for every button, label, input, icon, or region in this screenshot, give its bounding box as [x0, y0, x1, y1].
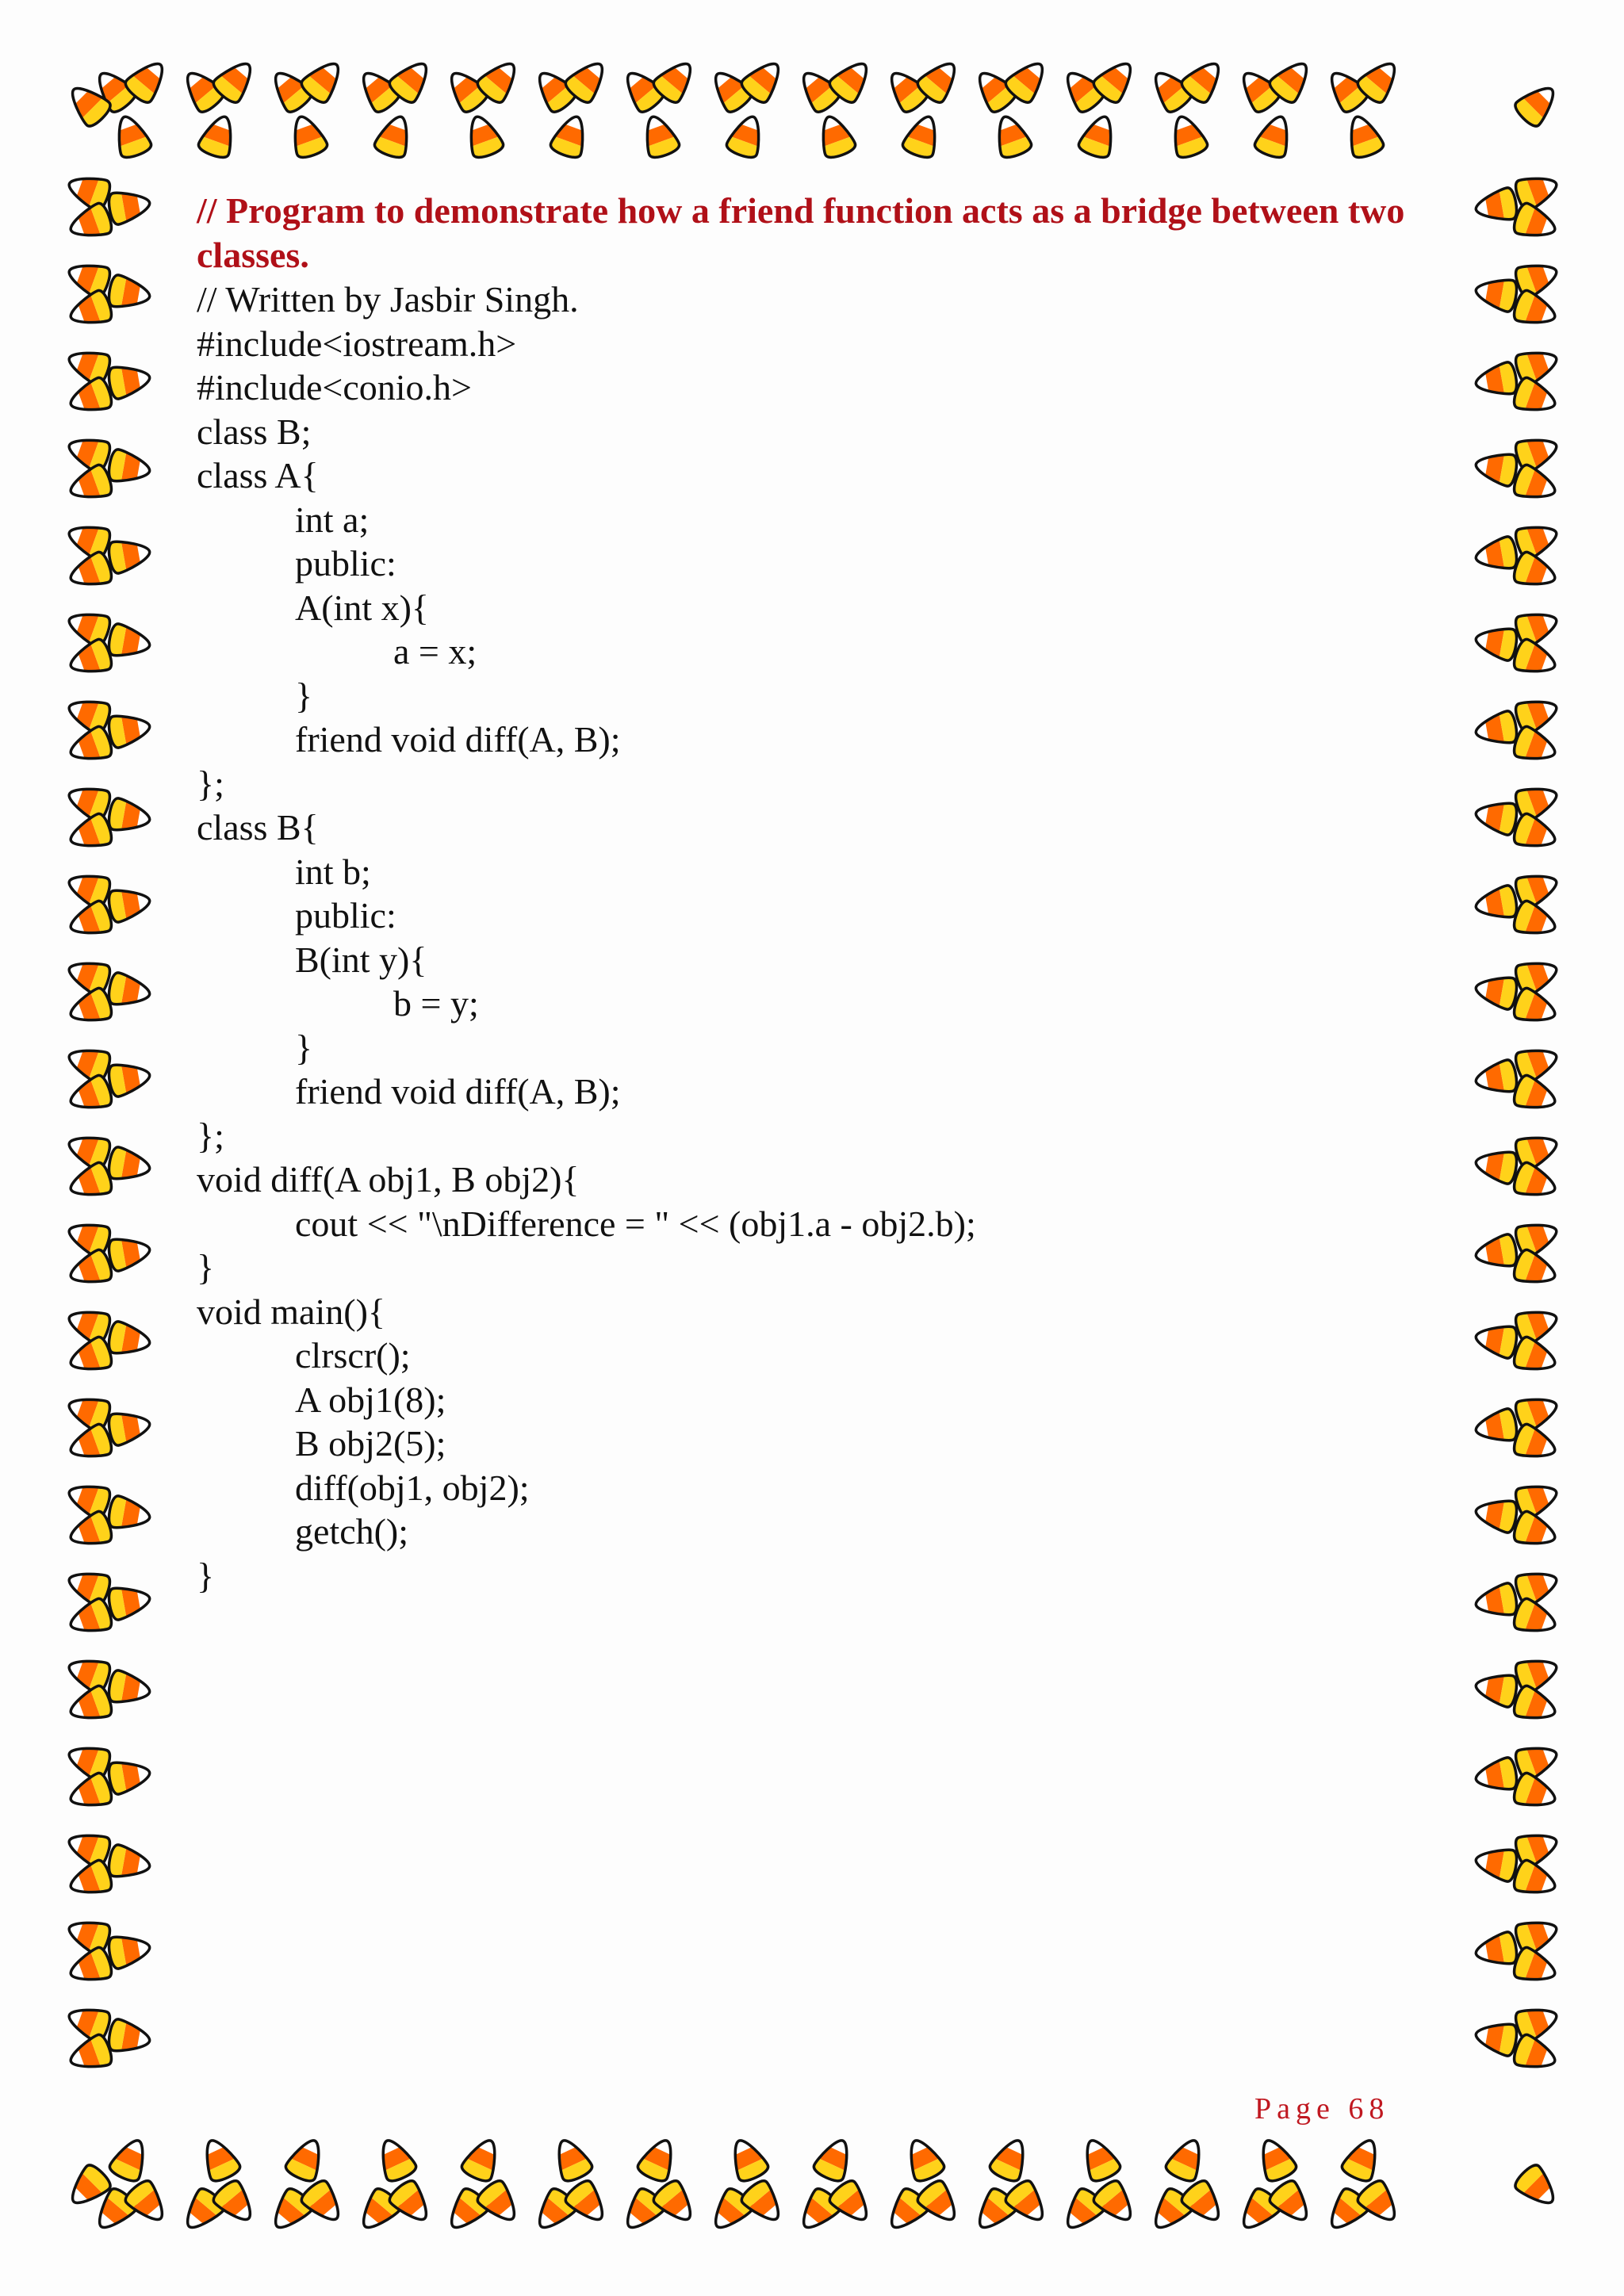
code-line: public:: [295, 543, 396, 584]
candy-corn-icon: [105, 621, 155, 663]
candy-corn-icon: [811, 109, 859, 163]
candy-corn-icon: [898, 2132, 948, 2186]
candy-corn-icon: [297, 2175, 351, 2231]
candy-corn-icon: [105, 709, 155, 751]
candy-corn-icon: [194, 2132, 244, 2186]
candy-corn-icon: [385, 2175, 439, 2231]
code-line: A obj1(8);: [295, 1379, 446, 1420]
candy-corn-icon: [1472, 796, 1521, 838]
candy-corn-icon: [1338, 2132, 1388, 2186]
candy-corn-icon: [1089, 2175, 1143, 2231]
code-line: }: [197, 1247, 215, 1288]
candy-corn-icon: [1472, 447, 1521, 489]
code-line: int a;: [295, 499, 370, 540]
candy-corn-icon: [1074, 109, 1122, 163]
candy-corn-icon: [105, 1755, 155, 1797]
candy-corn-icon: [1472, 622, 1521, 664]
candy-corn-icon: [1472, 1319, 1521, 1361]
candy-corn-icon: [105, 1232, 155, 1274]
candy-corn-icon: [1472, 1929, 1521, 1971]
code-line: B obj2(5);: [295, 1423, 446, 1464]
candy-corn-icon: [722, 2132, 772, 2186]
code-line: int b;: [295, 851, 371, 892]
candy-corn-icon: [105, 1581, 155, 1623]
candy-corn-icon: [1510, 76, 1565, 132]
candy-corn-icon: [1472, 1231, 1521, 1273]
candy-corn-icon: [561, 2175, 615, 2231]
code-line: b = y;: [393, 983, 479, 1024]
code-line: friend void diff(A, B);: [295, 1071, 621, 1112]
code-line: };: [197, 763, 224, 804]
candy-corn-icon: [1472, 1843, 1521, 1885]
candy-corn-icon: [986, 2132, 1036, 2186]
candy-corn-icon: [1177, 2175, 1231, 2231]
candy-corn-icon: [1251, 109, 1298, 163]
candy-corn-icon: [105, 2132, 155, 2186]
candy-corn-icon: [722, 109, 770, 163]
candy-corn-icon: [105, 534, 155, 576]
code-line: diff(obj1, obj2);: [295, 1467, 530, 1508]
candy-corn-icon: [1472, 708, 1521, 750]
candy-corn-icon: [194, 109, 242, 163]
candy-corn-icon: [1339, 109, 1387, 163]
candy-corn-icon: [459, 109, 507, 163]
candy-corn-icon: [1472, 359, 1521, 401]
candy-corn-icon: [1162, 2132, 1212, 2186]
code-line: }: [295, 1027, 313, 1068]
candy-corn-icon: [1163, 109, 1211, 163]
candy-corn-icon: [1472, 882, 1521, 924]
candy-corn-icon: [105, 970, 155, 1012]
page-number: Page 68: [1254, 2092, 1390, 2126]
candy-corn-icon: [1472, 1580, 1521, 1622]
candy-corn-icon: [1472, 970, 1521, 1012]
candy-corn-icon: [105, 2016, 155, 2058]
candy-corn-icon: [105, 1058, 155, 1100]
candy-corn-icon: [105, 1318, 155, 1360]
candy-corn-icon: [370, 109, 418, 163]
code-line: friend void diff(A, B);: [295, 719, 621, 760]
candy-corn-icon: [1265, 2175, 1320, 2231]
code-line: // Written by Jasbir Singh.: [197, 279, 579, 320]
code-line: getch();: [295, 1511, 409, 1552]
candy-corn-icon: [121, 2175, 175, 2231]
candy-corn-icon: [105, 186, 155, 228]
code-line: class B{: [197, 807, 319, 848]
candy-corn-icon: [635, 109, 683, 163]
candy-corn-icon: [473, 2175, 527, 2231]
candy-corn-icon: [105, 446, 155, 488]
candy-corn-icon: [209, 2175, 263, 2231]
candy-corn-icon: [105, 883, 155, 925]
candy-corn-icon: [737, 2175, 791, 2231]
code-block: [197, 277, 1418, 1598]
candy-corn-icon: [1472, 1145, 1521, 1187]
candy-corn-icon: [105, 1406, 155, 1448]
candy-corn-icon: [370, 2132, 420, 2186]
code-line: }: [295, 675, 313, 716]
candy-corn-icon: [1472, 1494, 1521, 1536]
code-line: a = x;: [393, 631, 477, 672]
candy-corn-icon: [546, 109, 594, 163]
candy-corn-icon: [105, 1667, 155, 1709]
code-line: };: [197, 1115, 224, 1156]
code-line: #include<iostream.h>: [197, 323, 517, 364]
candy-corn-icon: [1472, 2017, 1521, 2059]
candy-corn-icon: [1074, 2132, 1124, 2186]
code-line: void main(){: [197, 1291, 385, 1332]
candy-corn-icon: [105, 1842, 155, 1884]
code-line: cout << "\nDifference = " << (obj1.a - obj2.b);: [295, 1203, 976, 1244]
candy-corn-icon: [913, 2175, 967, 2231]
candy-corn-icon: [825, 2175, 879, 2231]
candy-corn-icon: [1472, 1406, 1521, 1448]
code-line: B(int y){: [295, 939, 427, 980]
candy-corn-icon: [1472, 185, 1521, 227]
code-line: }: [197, 1555, 215, 1596]
candy-corn-icon: [458, 2132, 508, 2186]
candy-corn-icon: [546, 2132, 596, 2186]
candy-corn-icon: [105, 1930, 155, 1972]
candy-corn-icon: [105, 1144, 155, 1186]
candy-corn-icon: [107, 109, 155, 163]
candy-corn-icon: [1472, 273, 1521, 315]
candy-corn-icon: [1472, 1668, 1521, 1710]
code-line: #include<conio.h>: [197, 367, 472, 408]
code-line: public:: [295, 895, 396, 936]
code-line: A(int x){: [295, 587, 429, 628]
candy-corn-icon: [634, 2132, 684, 2186]
candy-corn-icon: [1001, 2175, 1055, 2231]
candy-corn-icon: [105, 360, 155, 402]
candy-corn-icon: [1472, 1057, 1521, 1099]
code-line: class A{: [197, 455, 319, 496]
code-line: class B;: [197, 411, 312, 452]
code-line: void diff(A obj1, B obj2){: [197, 1159, 580, 1200]
candy-corn-icon: [649, 2175, 703, 2231]
candy-corn-icon: [105, 1493, 155, 1535]
code-line: clrscr();: [295, 1335, 411, 1376]
candy-corn-icon: [1353, 2175, 1408, 2231]
candy-corn-icon: [105, 272, 155, 314]
candy-corn-icon: [898, 109, 946, 163]
candy-corn-icon: [1472, 1755, 1521, 1797]
candy-corn-icon: [987, 109, 1035, 163]
candy-corn-icon: [1472, 534, 1521, 576]
program-heading: // Program to demonstrate how a friend function acts as a bridge between two classes.: [197, 190, 1414, 275]
candy-corn-icon: [1251, 2132, 1300, 2186]
code-listing: [197, 189, 1418, 1598]
candy-corn-icon: [282, 2132, 331, 2186]
candy-corn-icon: [283, 109, 331, 163]
candy-corn-icon: [810, 2132, 860, 2186]
candy-corn-icon: [105, 795, 155, 837]
candy-corn-icon: [1510, 2160, 1565, 2215]
